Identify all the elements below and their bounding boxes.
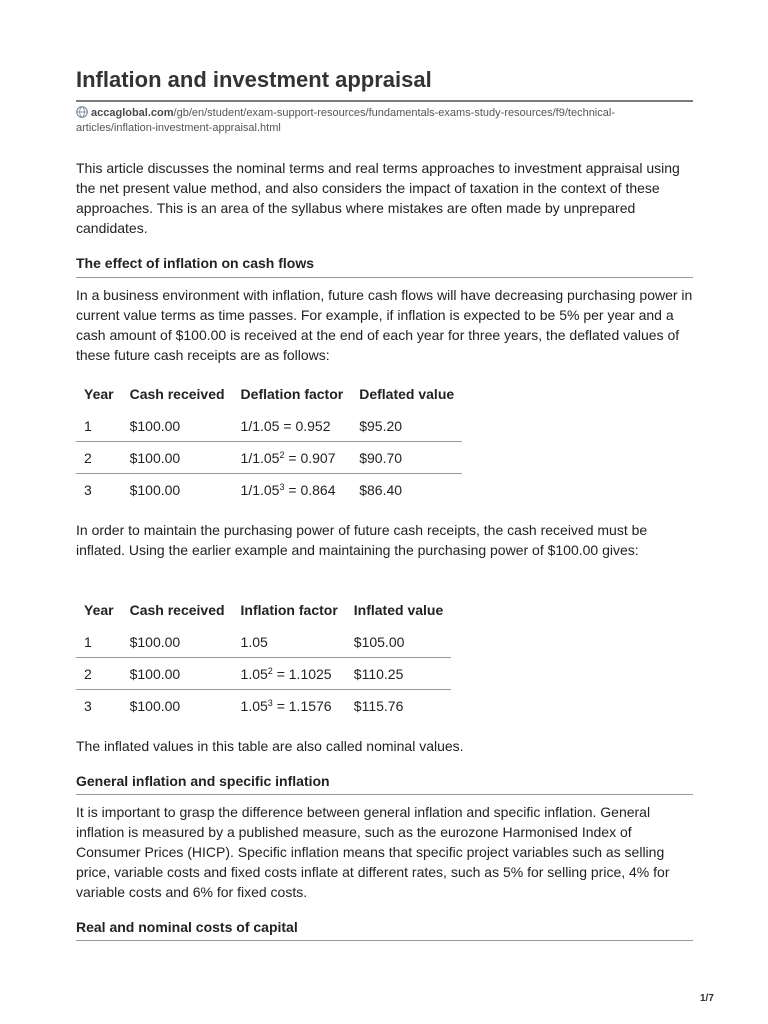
factor-result: = 1.1025 bbox=[272, 665, 332, 682]
table-cell-factor bbox=[233, 474, 352, 506]
table-cell-value: $105.00 bbox=[346, 626, 451, 658]
section-heading-costs-of-capital: Real and nominal costs of capital bbox=[76, 919, 298, 935]
table-header: Inflated value bbox=[353, 602, 444, 618]
table-row bbox=[76, 690, 451, 722]
factor-base: 1/1.05 bbox=[240, 417, 280, 434]
factor-base: 1.05 bbox=[240, 633, 268, 650]
section-heading-general-specific: General inflation and specific inflation bbox=[76, 773, 330, 789]
section-divider bbox=[76, 794, 693, 795]
table-cell-cash: $100.00 bbox=[122, 410, 233, 442]
section-divider bbox=[76, 940, 693, 941]
table-row bbox=[76, 442, 462, 474]
table-cell-value: $115.76 bbox=[353, 697, 404, 714]
article-title: Inflation and investment appraisal bbox=[76, 67, 432, 92]
general-specific-paragraph: It is important to grasp the difference between general inflation and specific inflation. General inflation is measured by a published measure, such as the eurozone Harmonised Index of Consumer Prices (HICP). Specific inflation means that specific project variables such as selling price, variable costs and fixed costs inflate at different rates, such as 5% for selling price, 4% for variable costs and 6% for fixed costs. bbox=[76, 804, 670, 900]
factor-exponent: 2 bbox=[279, 449, 285, 460]
table-row bbox=[76, 474, 462, 506]
factor-base: 1/1.05 bbox=[240, 449, 280, 466]
table-header-row bbox=[76, 378, 462, 410]
factor-result: = 0.864 bbox=[284, 481, 336, 498]
inflation-table bbox=[76, 594, 451, 721]
table-header: Deflation factor bbox=[240, 386, 344, 402]
factor-base: 1.05 bbox=[240, 697, 268, 714]
table-cell-cash: $100.00 bbox=[122, 658, 233, 690]
source-url[interactable] bbox=[76, 106, 693, 136]
table-header: Cash received bbox=[129, 602, 225, 618]
table-header: Cash received bbox=[129, 386, 225, 402]
factor-exponent: 3 bbox=[279, 481, 285, 492]
table-cell-factor bbox=[233, 658, 346, 690]
section-heading-inflation-effect: The effect of inflation on cash flows bbox=[76, 255, 315, 271]
factor-base: 1.05 bbox=[240, 665, 268, 682]
table-header-row bbox=[76, 594, 451, 626]
factor-exponent: 2 bbox=[267, 665, 273, 676]
deflation-table bbox=[76, 378, 462, 505]
table-header: Year bbox=[84, 602, 114, 618]
table-cell-cash: $100.00 bbox=[122, 442, 233, 474]
table-cell-cash: $100.00 bbox=[129, 697, 181, 714]
source-url-domain[interactable]: accaglobal.com bbox=[91, 107, 174, 119]
inflated-intro-paragraph: In order to maintain the purchasing power of future cash receipts, the cash received must be inflated. Using the earlier example and maintaining the purchasing power of $100.00 gives: bbox=[76, 522, 648, 558]
factor-result: = 0.952 bbox=[279, 417, 331, 434]
table-cell-cash: $100.00 bbox=[129, 481, 181, 498]
table-cell-year: 2 bbox=[76, 658, 122, 690]
table-cell-value: $86.40 bbox=[359, 481, 403, 498]
table-cell-factor bbox=[233, 410, 352, 442]
table-cell-year: 3 bbox=[84, 697, 92, 714]
table-cell-value: $90.70 bbox=[351, 442, 462, 474]
table-row bbox=[76, 658, 451, 690]
table-cell-value: $110.25 bbox=[346, 658, 451, 690]
section-divider bbox=[76, 277, 693, 278]
factor-base: 1/1.05 bbox=[240, 481, 280, 498]
table-cell-year: 3 bbox=[84, 481, 92, 498]
inflation-effect-paragraph: In a business environment with inflation, future cash flows will have decreasing purchasing power in current value terms as time passes. For example, if inflation is expected to be 5% per year and a cash amount of $100.00 is received at the end of each year for three years, the deflated values of these future cash receipts are as follows: bbox=[76, 287, 693, 363]
page-number: 1/7 bbox=[700, 993, 714, 1004]
intro-paragraph: This article discusses the nominal terms and real terms approaches to investment appraisal using the net present value method, and also considers the impact of taxation in the context of these approaches. This is an area of the syllabus where mistakes are often made by unprepared candidates. bbox=[76, 160, 680, 236]
table-cell-cash: $100.00 bbox=[122, 626, 233, 658]
table-cell-year: 2 bbox=[76, 442, 122, 474]
title-divider bbox=[76, 100, 693, 102]
table-cell-year: 1 bbox=[76, 626, 122, 658]
factor-exponent: 3 bbox=[267, 697, 273, 708]
table-cell-year: 1 bbox=[76, 410, 122, 442]
table-row bbox=[76, 410, 462, 442]
source-url-path[interactable]: /gb/en/student/exam-support-resources/fundamentals-exams-study-resources/f9/technical-articles/inflation-investment-appraisal.html bbox=[76, 107, 615, 134]
table-cell-factor bbox=[233, 690, 346, 722]
table-cell-value: $95.20 bbox=[351, 410, 462, 442]
table-row bbox=[76, 626, 451, 658]
nominal-values-paragraph: The inflated values in this table are also called nominal values. bbox=[76, 738, 464, 754]
table-header: Year bbox=[84, 386, 114, 402]
table-cell-factor bbox=[233, 626, 346, 658]
table-cell-factor bbox=[233, 442, 352, 474]
globe-icon bbox=[76, 106, 88, 118]
factor-result: = 0.907 bbox=[284, 449, 336, 466]
table-header: Deflated value bbox=[359, 386, 455, 402]
factor-result: = 1.1576 bbox=[272, 697, 332, 714]
table-header: Inflation factor bbox=[240, 602, 338, 618]
